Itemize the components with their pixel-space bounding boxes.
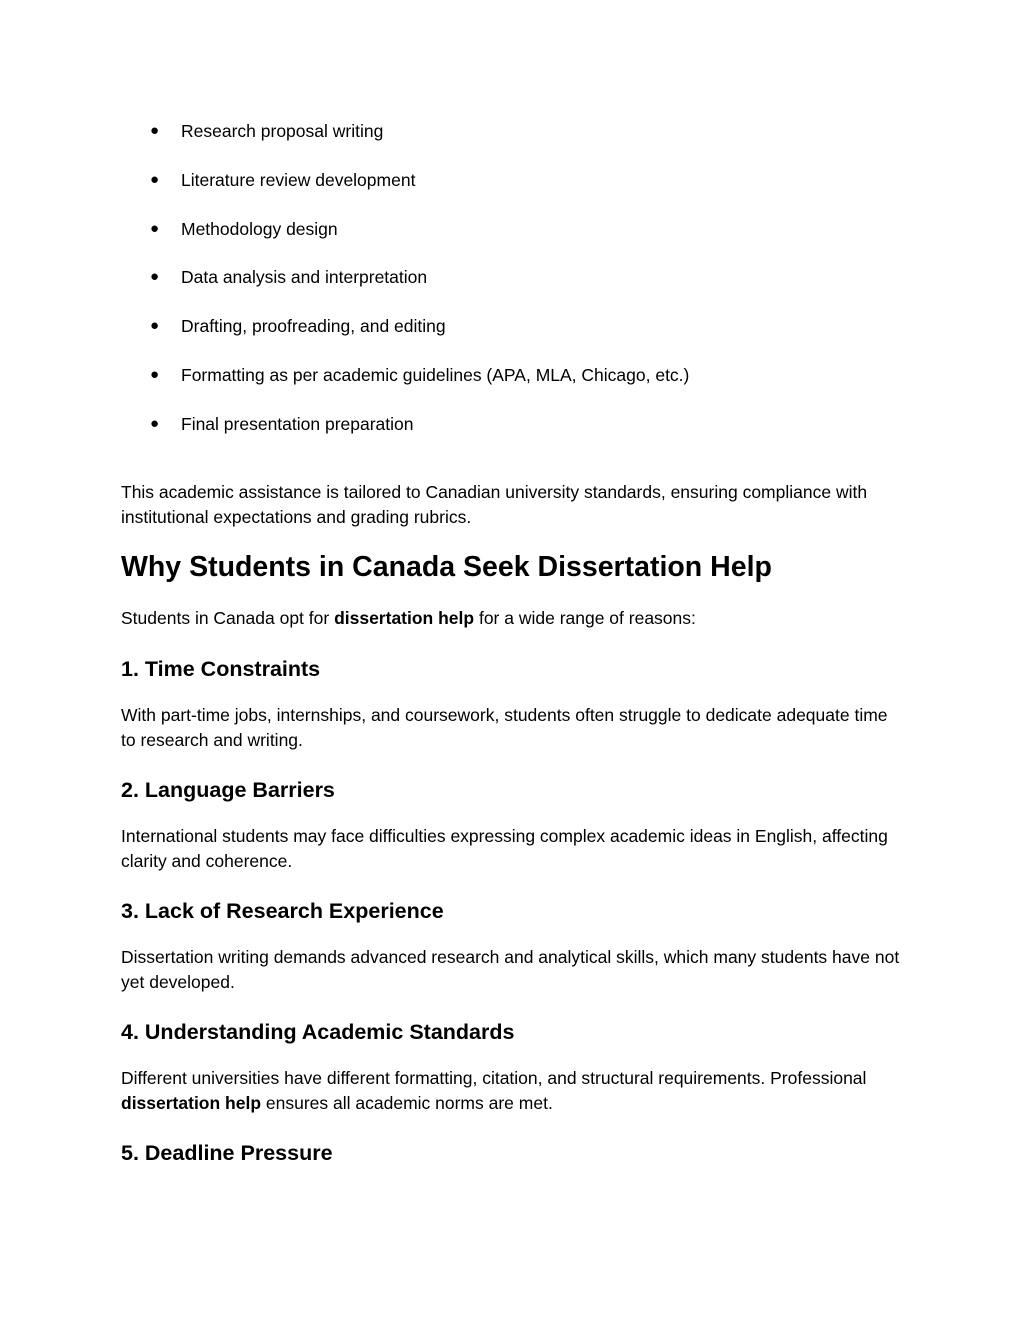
bullet-icon: ●: [150, 365, 160, 383]
list-item: [150, 411, 930, 460]
section-heading: 4. Understanding Academic Standards: [121, 1020, 515, 1044]
section-1-text-block: [121, 703, 901, 752]
intro-paragraph: This academic assistance is tailored to Canadian university standards, ensuring compliance with institutional expectations and grading rubrics.: [121, 482, 868, 527]
list-item: [150, 313, 930, 362]
list-item: [150, 216, 930, 265]
section-text: With part-time jobs, internships, and coursework, students often struggle to dedicate adequate time to research and writing.: [121, 705, 888, 750]
services-bullet-list: [150, 118, 930, 460]
intro-paragraph-block: [121, 480, 901, 529]
section-text-start: Different universities have different formatting, citation, and structural requirements. Professional: [121, 1068, 867, 1088]
bullet-icon: ●: [150, 414, 160, 432]
list-item-text: Literature review development: [181, 169, 416, 190]
list-item: [150, 118, 930, 167]
reasons-intro-text-end: for a wide range of reasons:: [474, 608, 696, 628]
section-heading: 2. Language Barriers: [121, 778, 335, 802]
bullet-icon: ●: [150, 317, 160, 335]
list-item-text: Formatting as per academic guidelines (APA, MLA, Chicago, etc.): [181, 364, 690, 385]
section-3-heading-block: [121, 897, 901, 925]
section-text-end: ensures all academic norms are met.: [261, 1092, 553, 1113]
section-2-heading-block: [121, 776, 901, 804]
section-4-heading-block: [121, 1018, 901, 1046]
list-item-text: Drafting, proofreading, and editing: [181, 316, 446, 337]
list-item-text: Final presentation preparation: [181, 413, 414, 434]
section-heading: 5. Deadline Pressure: [121, 1141, 333, 1165]
list-item: [150, 167, 930, 216]
reasons-intro-paragraph: [121, 606, 901, 631]
section-text: Dissertation writing demands advanced research and analytical skills, which many students have not yet developed.: [121, 947, 900, 992]
main-heading: Why Students in Canada Seek Dissertation Help: [121, 551, 772, 583]
section-3-text-block: [121, 945, 901, 994]
section-text-bold: dissertation help: [121, 1092, 262, 1113]
reasons-intro-text: Students in Canada opt for: [121, 608, 335, 628]
bullet-icon: ●: [150, 268, 160, 286]
section-4-text-block: [121, 1066, 901, 1115]
list-item: [150, 264, 930, 313]
section-heading: 1. Time Constraints: [121, 657, 321, 681]
list-item: [150, 362, 930, 411]
bullet-icon: ●: [150, 170, 160, 188]
section-text: [121, 1066, 901, 1115]
reasons-intro-bold: dissertation help: [334, 608, 475, 628]
list-item-text: Data analysis and interpretation: [181, 267, 428, 288]
section-5-heading-block: [121, 1139, 901, 1167]
reasons-intro-block: [121, 606, 901, 631]
bullet-icon: ●: [150, 122, 160, 139]
section-heading: 3. Lack of Research Experience: [121, 899, 444, 923]
list-item-text: Research proposal writing: [181, 121, 384, 141]
section-text: International students may face difficulties expressing complex academic ideas in English, affecting clarity and coherence.: [121, 826, 888, 871]
section-1-heading-block: [121, 655, 901, 683]
list-item-text: Methodology design: [181, 218, 338, 239]
bullet-icon: ●: [150, 219, 160, 237]
main-heading-block: [121, 550, 901, 584]
section-2-text-block: [121, 824, 901, 873]
